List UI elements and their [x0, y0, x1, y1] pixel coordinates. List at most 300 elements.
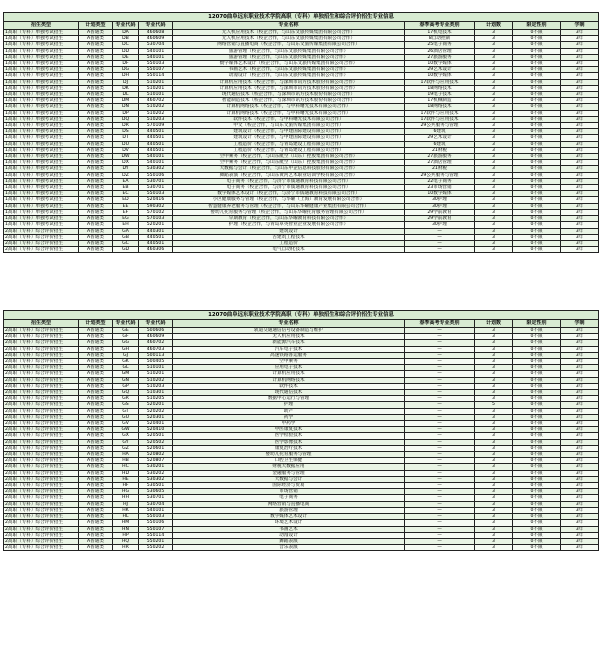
table-cell: 1高职（专科）单独考试招生: [4, 116, 79, 122]
table-cell: 530302: [139, 476, 173, 482]
header-cell: 专业名称: [173, 22, 405, 30]
table-cell: 460702: [139, 98, 173, 104]
table-cell: 18网络技术: [405, 85, 475, 91]
table-cell: 29公共服务与管理: [405, 123, 475, 129]
table-cell: 510101: [139, 365, 173, 371]
table-cell: 550114: [139, 73, 173, 79]
table-cell: A普通类: [79, 116, 113, 122]
table-cell: 高速铁路客运服务: [173, 352, 405, 358]
table-cell: GS: [113, 402, 139, 408]
table-cell: 3年: [561, 42, 599, 48]
table-cell: 3年: [561, 185, 599, 191]
table-cell: 0不限: [513, 135, 561, 141]
table-cell: A普通类: [79, 36, 113, 42]
table-cell: GQ: [113, 390, 139, 396]
table-cell: 口腔卫生保健: [173, 458, 405, 464]
table-cell: A普通类: [79, 414, 113, 420]
table-cell: —: [405, 433, 475, 439]
table-cell: 550107: [139, 67, 173, 73]
table-cell: 0不限: [513, 247, 561, 253]
table-cell: 3年: [561, 414, 599, 420]
header-cell: 限定性别: [513, 22, 561, 30]
table-cell: 药学: [173, 414, 405, 420]
table-cell: 0不限: [513, 178, 561, 184]
table-cell: 0不限: [513, 452, 561, 458]
table-cell: 市场营销: [173, 489, 405, 495]
table-cell: A普通类: [79, 48, 113, 54]
table-cell: A普通类: [79, 42, 113, 48]
table-cell: 3: [475, 470, 513, 476]
table-cell: HJ: [113, 501, 139, 507]
table-cell: 1高职（专科）单独考试招生: [4, 85, 79, 91]
table-cell: A普通类: [79, 396, 113, 402]
table-cell: A普通类: [79, 483, 113, 489]
table-cell: 17软件与应用技术: [405, 110, 475, 116]
table-cell: HH: [113, 495, 139, 501]
table-cell: A普通类: [79, 228, 113, 234]
table-cell: 550103: [139, 514, 173, 520]
table-cell: HD: [113, 470, 139, 476]
table-cell: 3: [475, 228, 513, 234]
table-cell: 3: [475, 185, 513, 191]
table-cell: —: [405, 390, 475, 396]
table-cell: 440501: [139, 240, 173, 246]
table-cell: 3年: [561, 234, 599, 240]
table-title: 12070曲阜远东职业技术学院高职（专科）单独招生和综合评价招生专业信息: [4, 13, 599, 22]
table-cell: 0不限: [513, 85, 561, 91]
table-cell: EE: [113, 203, 139, 209]
table-cell: 0不限: [513, 98, 561, 104]
table-cell: 助产: [173, 408, 405, 414]
table-cell: DN: [113, 104, 139, 110]
table-cell: A普通类: [79, 520, 113, 526]
table-cell: 2高职（专科）综合评价招生: [4, 408, 79, 414]
table-cell: 3年: [561, 203, 599, 209]
table-cell: 智慧健康养老服务与管理（校企合作，与山东华曜健康产业集团有限公司合作）: [173, 203, 405, 209]
table-cell: 3年: [561, 377, 599, 383]
table-cell: DH: [113, 73, 139, 79]
table-cell: 3: [475, 427, 513, 433]
table-cell: 460702: [139, 340, 173, 346]
table-cell: 3年: [561, 452, 599, 458]
table-cell: 3: [475, 141, 513, 147]
table-cell: A普通类: [79, 359, 113, 365]
table-cell: 0不限: [513, 147, 561, 153]
table-cell: 520502: [139, 439, 173, 445]
table-cell: 3年: [561, 346, 599, 352]
table-cell: A普通类: [79, 495, 113, 501]
table-cell: 3: [475, 526, 513, 532]
table-cell: 0不限: [513, 36, 561, 42]
table-cell: 1高职（专科）单独考试招生: [4, 197, 79, 203]
table-cell: DQ: [113, 116, 139, 122]
table-cell: 大数据与会计: [173, 476, 405, 482]
table-cell: 0不限: [513, 48, 561, 54]
table-cell: HP: [113, 532, 139, 538]
table-cell: 2高职（专科）综合评价招生: [4, 464, 79, 470]
table-cell: 0不限: [513, 371, 561, 377]
table-cell: —: [405, 532, 475, 538]
table-cell: GF: [113, 334, 139, 340]
table-cell: A普通类: [79, 141, 113, 147]
table-cell: 25电子商务: [405, 42, 475, 48]
table-cell: 29艺术设计: [405, 67, 475, 73]
table-cell: 17机械制造: [405, 98, 475, 104]
table-cell: 17软件与应用技术: [405, 116, 475, 122]
table-cell: 2高职（专科）综合评价招生: [4, 328, 79, 334]
table-cell: 0不限: [513, 414, 561, 420]
table-cell: 1高职（专科）单独考试招生: [4, 73, 79, 79]
table-cell: 510301: [139, 390, 173, 396]
table-cell: 中医康复技术: [173, 427, 405, 433]
table-cell: —: [405, 483, 475, 489]
table-cell: 3: [475, 98, 513, 104]
table-cell: 520410: [139, 427, 173, 433]
table-cell: 30护理: [405, 197, 475, 203]
table-cell: 2高职（专科）综合评价招生: [4, 433, 79, 439]
table-cell: 2高职（专科）综合评价招生: [4, 452, 79, 458]
table-cell: 550202: [139, 545, 173, 551]
table-cell: 3年: [561, 154, 599, 160]
table-cell: 2高职（专科）综合评价招生: [4, 483, 79, 489]
table-cell: A普通类: [79, 30, 113, 36]
table-cell: 1高职（专科）单独考试招生: [4, 147, 79, 153]
table-cell: 3年: [561, 61, 599, 67]
table-cell: 3年: [561, 340, 599, 346]
table-cell: —: [405, 520, 475, 526]
table-cell: 530701: [139, 495, 173, 501]
table-cell: 0不限: [513, 54, 561, 60]
table-cell: 530202: [139, 470, 173, 476]
table-cell: 3年: [561, 36, 599, 42]
table-cell: 0不限: [513, 240, 561, 246]
table-cell: 3: [475, 377, 513, 383]
table-cell: 440501: [139, 234, 173, 240]
table-cell: 2高职（专科）综合评价招生: [4, 489, 79, 495]
table-cell: 0不限: [513, 191, 561, 197]
table-cell: 510201: [139, 371, 173, 377]
table-cell: EB: [113, 185, 139, 191]
table-cell: 3年: [561, 408, 599, 414]
table-cell: 2高职（专科）综合评价招生: [4, 234, 79, 240]
table-cell: 空中乘务（校企合作，与山东航空（山东）控股集团有限公司合作）: [173, 160, 405, 166]
table-cell: DZ: [113, 172, 139, 178]
table-cell: A普通类: [79, 346, 113, 352]
table-cell: 530701: [139, 185, 173, 191]
header-cell: 专业代码: [139, 22, 173, 30]
table-cell: 3: [475, 340, 513, 346]
table-cell: 510201: [139, 79, 173, 85]
table-cell: 510101: [139, 92, 173, 98]
table-cell: 520416: [139, 197, 173, 203]
table-cell: 3年: [561, 439, 599, 445]
table-cell: 旅游管理（校企合作，与山东文旅传媒集团有限公司合作）: [173, 54, 405, 60]
table-cell: 0不限: [513, 526, 561, 532]
table-cell: 2高职（专科）综合评价招生: [4, 247, 79, 253]
table-cell: 3: [475, 67, 513, 73]
table-cell: 2高职（专科）综合评价招生: [4, 470, 79, 476]
table-cell: 3: [475, 433, 513, 439]
table-cell: 书画艺术: [173, 526, 405, 532]
table-cell: 3年: [561, 383, 599, 389]
table-cell: 520501: [139, 433, 173, 439]
table-cell: 3: [475, 116, 513, 122]
table-cell: 3: [475, 538, 513, 544]
table-cell: 3年: [561, 67, 599, 73]
table-cell: 旅游管理（校企合作，与山东文旅传媒集团有限公司合作）: [173, 48, 405, 54]
table-cell: 3年: [561, 538, 599, 544]
table-cell: A普通类: [79, 470, 113, 476]
table-cell: 0不限: [513, 197, 561, 203]
table-cell: 1高职（专科）单独考试招生: [4, 54, 79, 60]
table-cell: 婴幼儿托育服务与管理（校企合作，与山东华曜托育服务管理有限公司合作）: [173, 209, 405, 215]
table-cell: A普通类: [79, 209, 113, 215]
table-cell: A普通类: [79, 123, 113, 129]
table-cell: 3: [475, 54, 513, 60]
table-cell: GN: [113, 377, 139, 383]
table-cell: 3年: [561, 470, 599, 476]
table-cell: 520601: [139, 445, 173, 451]
table-cell: 570102: [139, 209, 173, 215]
table-cell: 0不限: [513, 73, 561, 79]
table-cell: 1高职（专科）单独考试招生: [4, 166, 79, 172]
table-cell: 0不限: [513, 352, 561, 358]
table-cell: 2高职（专科）综合评价招生: [4, 365, 79, 371]
table-cell: 3: [475, 92, 513, 98]
table-cell: DL: [113, 92, 139, 98]
table-cell: 应用电子技术: [173, 365, 405, 371]
table-cell: 0不限: [513, 172, 561, 178]
table-title-row: [4, 311, 599, 320]
table-cell: GE: [113, 328, 139, 334]
table-cell: GH: [113, 346, 139, 352]
table-cell: 500405: [139, 359, 173, 365]
table-cell: DE: [113, 54, 139, 60]
table-cell: 0不限: [513, 185, 561, 191]
table-cell: A普通类: [79, 234, 113, 240]
table-cell: 书画艺术（校企合作，与山东文旅传媒集团有限公司合作）: [173, 67, 405, 73]
table-cell: 3年: [561, 483, 599, 489]
table-cell: A普通类: [79, 464, 113, 470]
table-cell: 舞蹈表演（校企合作，与山东黄河艺术职业培训学校有限公司合作）: [173, 172, 405, 178]
table-cell: 舞蹈表演: [173, 538, 405, 544]
table-cell: 2高职（专科）综合评价招生: [4, 427, 79, 433]
table-cell: 3: [475, 79, 513, 85]
table-cell: A普通类: [79, 352, 113, 358]
table-cell: 3: [475, 421, 513, 427]
table-cell: 0不限: [513, 495, 561, 501]
table-cell: 0不限: [513, 61, 561, 67]
table-cell: DX: [113, 160, 139, 166]
table-cell: 3年: [561, 129, 599, 135]
table-cell: 3: [475, 147, 513, 153]
table-cell: 动漫设计: [173, 532, 405, 538]
table-cell: 520807: [139, 458, 173, 464]
table-cell: 3年: [561, 110, 599, 116]
table-cell: 古建筑工程技术: [173, 234, 405, 240]
table-cell: 3: [475, 104, 513, 110]
table-cell: HA: [113, 452, 139, 458]
table-cell: 2高职（专科）综合评价招生: [4, 439, 79, 445]
table-cell: 3: [475, 458, 513, 464]
table-cell: 3: [475, 396, 513, 402]
table-cell: A普通类: [79, 421, 113, 427]
table-cell: 3: [475, 85, 513, 91]
table-cell: 0不限: [513, 67, 561, 73]
header-cell: 限定性别: [513, 320, 561, 328]
table-cell: 早期教育（校企合作，与山东华曜教育科技有限公司合作）: [173, 216, 405, 222]
table-cell: A普通类: [79, 334, 113, 340]
table-cell: 3: [475, 476, 513, 482]
table-cell: 0不限: [513, 340, 561, 346]
table-cell: A普通类: [79, 222, 113, 228]
table-cell: A普通类: [79, 79, 113, 85]
table-cell: 0不限: [513, 92, 561, 98]
table-cell: 软件技术: [173, 383, 405, 389]
table-cell: 3年: [561, 247, 599, 253]
table-cell: 29公共服务与管理: [405, 172, 475, 178]
table-cell: 2高职（专科）综合评价招生: [4, 458, 79, 464]
table-cell: 2高职（专科）综合评价招生: [4, 396, 79, 402]
table-cell: —: [405, 234, 475, 240]
table-cell: 0不限: [513, 346, 561, 352]
table-cell: —: [405, 489, 475, 495]
table-cell: 1高职（专科）单独考试招生: [4, 129, 79, 135]
table-cell: A普通类: [79, 371, 113, 377]
table-cell: 3: [475, 48, 513, 54]
table-cell: 18网络技术: [405, 104, 475, 110]
table-cell: 无人机应用技术（校企合作，与山东文旅传媒集团有限公司合作）: [173, 36, 405, 42]
table-cell: 3: [475, 135, 513, 141]
table-cell: 3: [475, 445, 513, 451]
table-cell: 国际经济与贸易: [173, 483, 405, 489]
header-cell: 学制: [561, 22, 599, 30]
table-cell: 3年: [561, 489, 599, 495]
table-cell: 2高职（专科）综合评价招生: [4, 421, 79, 427]
table-cell: A普通类: [79, 402, 113, 408]
table-cell: 智能制造技术（校企合作，与深圳市讯方技术股份有限公司合作）: [173, 98, 405, 104]
table-cell: 29艺术设计: [405, 135, 475, 141]
table-cell: DG: [113, 67, 139, 73]
table-cell: 婴幼儿托育服务与管理: [173, 452, 405, 458]
table-cell: A普通类: [79, 160, 113, 166]
table-cell: 2高职（专科）综合评价招生: [4, 377, 79, 383]
table-cell: 1高职（专科）单独考试招生: [4, 42, 79, 48]
table-cell: A普通类: [79, 197, 113, 203]
table-cell: 3年: [561, 427, 599, 433]
table-cell: 音乐表演: [173, 545, 405, 551]
table-cell: 0不限: [513, 79, 561, 85]
table-cell: 3年: [561, 526, 599, 532]
table-cell: 3: [475, 240, 513, 246]
table-cell: 2高职（专科）综合评价招生: [4, 371, 79, 377]
table-cell: 510203: [139, 383, 173, 389]
table-cell: A普通类: [79, 247, 113, 253]
table-cell: 2高职（专科）综合评价招生: [4, 340, 79, 346]
table-cell: 3年: [561, 147, 599, 153]
table-cell: A普通类: [79, 507, 113, 513]
table-cell: 计算机应用技术（校企合作，与深圳市讯方技术股份有限公司合作）: [173, 79, 405, 85]
table-cell: DJ: [113, 79, 139, 85]
table-cell: 3: [475, 408, 513, 414]
table-cell: 0不限: [513, 464, 561, 470]
table-cell: DV: [113, 147, 139, 153]
table-cell: 3年: [561, 532, 599, 538]
table-cell: 2高职（专科）综合评价招生: [4, 476, 79, 482]
table-cell: 3: [475, 483, 513, 489]
table-cell: 3: [475, 390, 513, 396]
table-cell: 3年: [561, 172, 599, 178]
table-cell: DD: [113, 48, 139, 54]
table-cell: 2高职（专科）综合评价招生: [4, 545, 79, 551]
header-cell: 学制: [561, 320, 599, 328]
header-cell: 春季高考专业类别: [405, 320, 475, 328]
table-cell: 27旅游服务: [405, 54, 475, 60]
table-cell: 建筑设计（校企合作，与中建国际建设有限公司合作）: [173, 129, 405, 135]
table-cell: HN: [113, 526, 139, 532]
table-header-row: [4, 22, 599, 30]
table-cell: 网络营销与直播电商（校企合作，与山东文旅传媒集团有限公司合作）: [173, 42, 405, 48]
table-cell: 8自动控制: [405, 36, 475, 42]
table-title-row: [4, 13, 599, 22]
table-cell: —: [405, 402, 475, 408]
table-cell: —: [405, 538, 475, 544]
table-cell: 1高职（专科）单独考试招生: [4, 61, 79, 67]
table-cell: DS: [113, 129, 139, 135]
table-cell: 空中乘务（校企合作，与山东航空（山东）控股集团有限公司合作）: [173, 154, 405, 160]
header-cell: 招生类型: [4, 22, 79, 30]
header-cell: 专业代码: [113, 320, 139, 328]
table-cell: 1高职（专科）单独考试招生: [4, 185, 79, 191]
table-cell: 中文（校企合作，与山东文旅传媒集团有限公司合作）: [173, 123, 405, 129]
table-cell: 0不限: [513, 42, 561, 48]
table-cell: A普通类: [79, 532, 113, 538]
table-cell: 510202: [139, 110, 173, 116]
table-cell: 17软件与应用技术: [405, 79, 475, 85]
table-cell: 3年: [561, 92, 599, 98]
table-cell: 0不限: [513, 445, 561, 451]
table-cell: 0不限: [513, 520, 561, 526]
table-cell: DA: [113, 30, 139, 36]
table-cell: 440501: [139, 135, 173, 141]
table-cell: 0不限: [513, 458, 561, 464]
table-cell: 无人机应用技术（校企合作，与山东文旅传媒集团有限公司合作）: [173, 30, 405, 36]
table-cell: 3: [475, 36, 513, 42]
table-cell: 3年: [561, 178, 599, 184]
table-cell: A普通类: [79, 526, 113, 532]
table-cell: —: [405, 507, 475, 513]
table-cell: 440501: [139, 147, 173, 153]
table-cell: 2高职（专科）综合评价招生: [4, 359, 79, 365]
table-cell: 2高职（专科）综合评价招生: [4, 501, 79, 507]
table-cell: DY: [113, 166, 139, 172]
table-cell: A普通类: [79, 545, 113, 551]
table-cell: 3: [475, 42, 513, 48]
table-cell: 0不限: [513, 514, 561, 520]
table-cell: HE: [113, 476, 139, 482]
table-cell: —: [405, 514, 475, 520]
table-cell: HM: [113, 520, 139, 526]
table-cell: 530704: [139, 501, 173, 507]
table-cell: 3年: [561, 545, 599, 551]
table-cell: 新能源汽车技术: [173, 340, 405, 346]
table-cell: DT: [113, 135, 139, 141]
table-cell: 10数字媒体: [405, 61, 475, 67]
table-cell: 0不限: [513, 203, 561, 209]
table-cell: 10数字媒体: [405, 73, 475, 79]
table-cell: A普通类: [79, 129, 113, 135]
table-cell: 2高职（专科）综合评价招生: [4, 520, 79, 526]
